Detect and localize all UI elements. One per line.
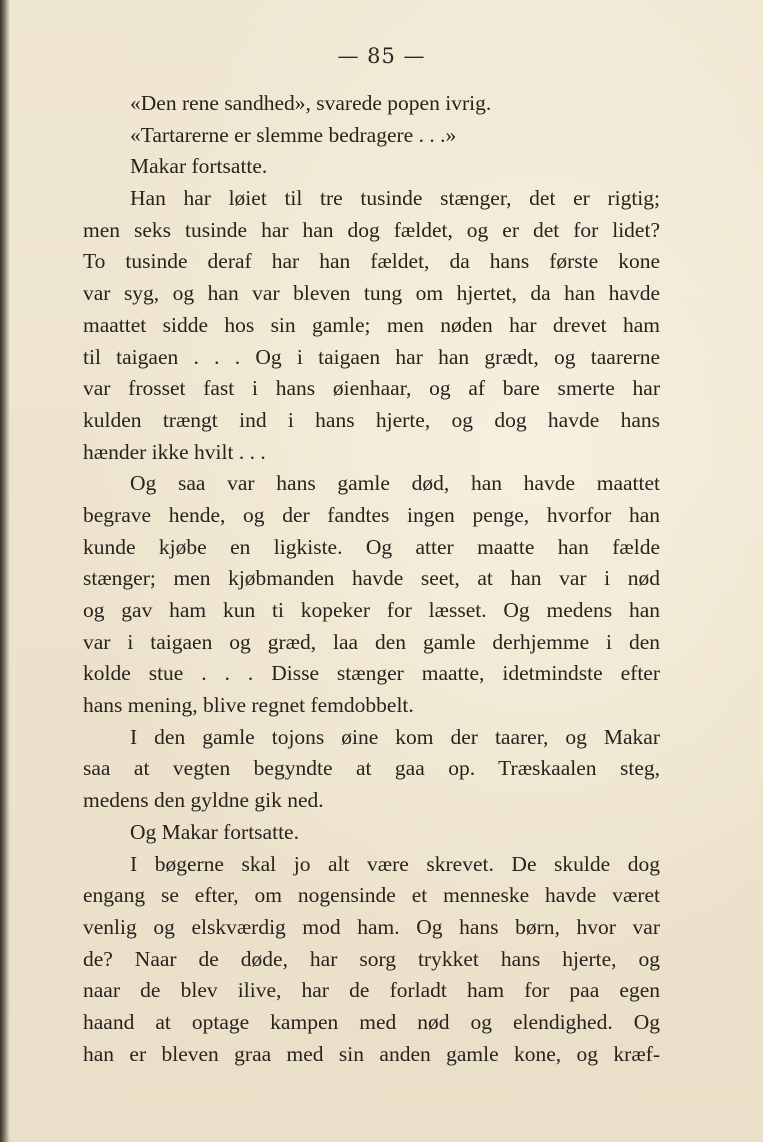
text-line: kolde stue . . . Disse stænger maatte, idetmindste efter: [83, 661, 660, 686]
text-line: I bøgerne skal jo alt være skrevet. De skulde dog: [130, 851, 660, 876]
text-line: de? Naar de døde, har sorg trykket hans hjerte, og: [83, 946, 660, 971]
text-line: hænder ikke hvilt . . .: [83, 439, 266, 464]
book-spine-shadow: [0, 0, 10, 1142]
text-line: Makar fortsatte.: [130, 154, 268, 179]
text-line: til taigaen . . . Og i taigaen har han grædt, og taarerne: [83, 344, 660, 369]
text-line: Og saa var hans gamle død, han havde maattet: [130, 471, 660, 496]
text-line: engang se efter, om nogensinde et menneske havde været: [83, 883, 660, 908]
text-line: men seks tusinde har han dog fældet, og er det for lidet?: [83, 217, 660, 242]
text-line: han er bleven graa med sin anden gamle kone, og kræf-: [83, 1041, 660, 1066]
text-line: Han har løiet til tre tusinde stænger, det er rigtig;: [130, 186, 660, 211]
text-line: stænger; men kjøbmanden havde seet, at han var i nød: [83, 566, 660, 591]
text-line: venlig og elskværdig mod ham. Og hans børn, hvor var: [83, 914, 660, 939]
text-line: haand at optage kampen med nød og elendighed. Og: [83, 1009, 660, 1034]
text-line: kunde kjøbe en ligkiste. Og atter maatte han fælde: [83, 534, 660, 559]
page-number: — 85 —: [337, 44, 426, 68]
text-line: Og Makar fortsatte.: [130, 819, 299, 844]
text-line: To tusinde deraf har han fældet, da hans første kone: [83, 249, 660, 274]
text-line: var syg, og han var bleven tung om hjertet, da han havde: [83, 281, 660, 306]
text-line: og gav ham kun ti kopeker for læsset. Og medens han: [83, 598, 660, 622]
text-line: I den gamle tojons øine kom der taarer, og Makar: [130, 724, 660, 749]
text-line: kulden trængt ind i hans hjerte, og dog havde hans: [83, 407, 660, 432]
text-line: var frosset fast i hans øienhaar, og af bare smerte har: [83, 376, 660, 401]
text-line: «Den rene sandhed», svarede popen ivrig.: [130, 91, 492, 115]
text-line: naar de blev ilive, har de forladt ham for paa egen: [83, 978, 660, 1003]
body-text: [83, 88, 660, 1070]
text-line: var i taigaen og græd, laa den gamle derhjemme i den: [83, 629, 660, 654]
text-line: maattet sidde hos sin gamle; men nøden har drevet ham: [83, 312, 660, 337]
text-line: begrave hende, og der fandtes ingen penge, hvorfor han: [83, 502, 660, 527]
text-line: «Tartarerne er slemme bedragere . . .»: [130, 122, 457, 147]
text-line: hans mening, blive regnet femdobbelt.: [83, 693, 414, 718]
text-line: medens den gyldne gik ned.: [83, 788, 324, 813]
text-line: saa at vegten begyndte at gaa op. Træskaalen steg,: [83, 756, 660, 781]
